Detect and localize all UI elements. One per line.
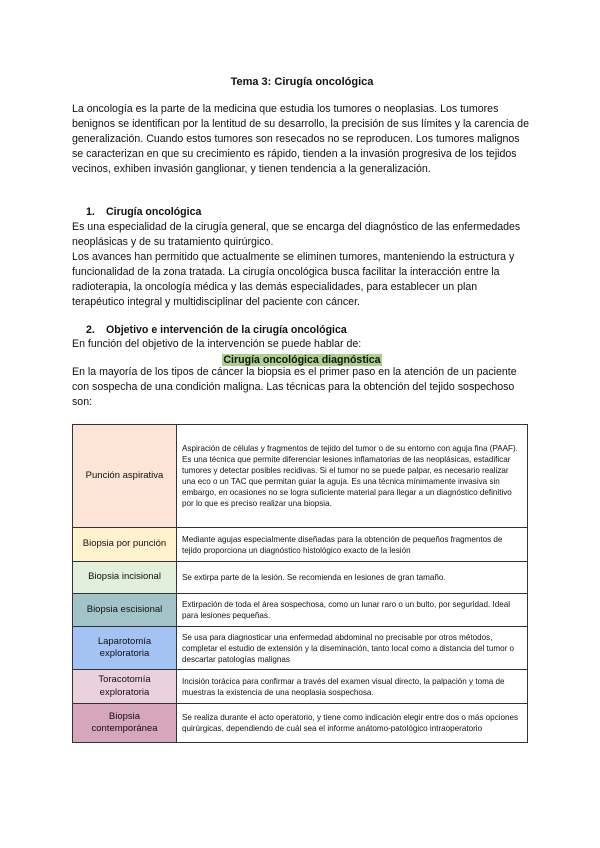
section-1-paragraph-1: Es una especialidad de la cirugía general, que se encarga del diagnóstico de las enfermedades neoplásicas y de su tratamiento quirúrgico.: [72, 221, 521, 248]
section-1-heading: [86, 205, 201, 220]
technique-description: Extirpación de toda el área sospechosa, como un lunar raro o un bulto, por seguridad. Ideal para lesiones pequeñas.: [177, 594, 528, 627]
technique-name: Biopsia incisional: [73, 562, 177, 594]
table-row: [73, 425, 528, 528]
table-row: [73, 594, 528, 627]
section-1-number: 1.: [86, 206, 95, 218]
technique-description: Se extirpa parte de la lesión. Se recomienda en lesiones de gran tamaño.: [177, 562, 528, 594]
page-title: Tema 3: Cirugía oncológica: [230, 76, 374, 88]
technique-name: Biopsia escisional: [73, 594, 177, 627]
technique-description: Incisión torácica para confirmar a través del examen visual directo, la palpación y toma de muestras la existencia de una neoplasia sospechosa.: [177, 670, 528, 704]
section-2-paragraph-2: En la mayoría de los tipos de cáncer la biopsia es el primer paso en la atención de un paciente con sospecha de una condición maligna. Las técnicas para la obtención del tejido sospechoso son:: [72, 366, 517, 408]
technique-name: Toracotomía exploratoria: [73, 670, 177, 704]
section-1-body: [72, 220, 532, 310]
table-row: [73, 704, 528, 743]
section-2-title: Objetivo e intervención de la cirugía oncológica: [106, 324, 347, 336]
technique-description: Se usa para diagnosticar una enfermedad abdominal no precisable por otros métodos, completar el estudio de extensión y la diseminación, tanto local como a distancia del tumor o descartar patologías malignas: [177, 627, 528, 670]
section-2-paragraph-1: En función del objetivo de la intervención se puede hablar de:: [72, 338, 362, 350]
intro-paragraph: La oncología es la parte de la medicina que estudia los tumores o neoplasias. Los tumores benignos se identifican por la lentitud de su desarrollo, la precisión de sus límites y la carencia de generalización. Cuando estos tumores son resecados no se reproducen. Los tumores malignos se caracterizan en que su crecimiento es rápido, tienden a la invasión progresiva de los tejidos vecinos, exhiben invasión ganglionar, y tienen tendencia a la generalización.: [72, 103, 529, 175]
table-row: [73, 670, 528, 704]
techniques-table-body: [73, 425, 528, 743]
technique-name: Biopsia por punción: [73, 528, 177, 562]
technique-description: Mediante agujas especialmente diseñadas para la obtención de pequeños fragmentos de tejido proporciona un diagnóstico histológico exacto de la lesión: [177, 528, 528, 562]
table-row: [73, 562, 528, 594]
technique-name: Laparotomía exploratoria: [73, 627, 177, 670]
technique-description: Se realiza durante el acto operatorio, y tiene como indicación elegir entre dos o más opciones quirúrgicas, dependiendo de cuál sea el informe anátomo-patológico intraoperatorio: [177, 704, 528, 743]
technique-name: Biopsia contemporánea: [73, 704, 177, 743]
section-2-heading: [86, 323, 347, 338]
technique-description: Aspiración de células y fragmentos de tejido del tumor o de su entorno con aguja fina (PAAF). Es una técnica que permite diferenciar lesiones inflamatorias de las neoplásicas, estadificar tumores y detectar posibles recidivas. Si el tumor no se puede palpar, es necesario realizar una eco o un TAC que permitan guiar la aguja. Es una técnica mínimamente invasiva sin embargo, en ocasiones no se logra suficiente material para llegar a un diagnóstico definitivo por lo que es preciso realizar una biopsia.: [177, 425, 528, 528]
section-2-number: 2.: [86, 324, 95, 336]
table-row: [73, 528, 528, 562]
technique-name: Punción aspirativa: [73, 425, 177, 528]
techniques-table: [72, 424, 528, 743]
section-1-title: Cirugía oncológica: [106, 206, 202, 218]
section-1-paragraph-2: Los avances han permitido que actualmente se eliminen tumores, manteniendo la estructura y funcionalidad de la zona tratada. La cirugía oncológica busca facilitar la interacción entre la radioterapia, la oncología médica y las demás especialidades, para establecer un plan terapéutico integral y multidisciplinar del paciente con cáncer.: [72, 251, 515, 308]
highlighted-subheading: Cirugía oncológica diagnóstica: [223, 354, 381, 366]
table-row: [73, 627, 528, 670]
